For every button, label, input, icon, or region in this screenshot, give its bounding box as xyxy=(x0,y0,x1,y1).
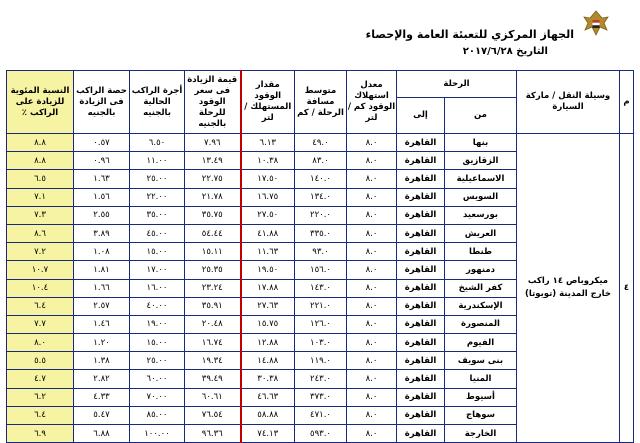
cell-to: القاهرة xyxy=(397,297,445,315)
cell-fuel: ١٢.٨٨ xyxy=(241,334,295,352)
cell-increase: ٢١.٧٨ xyxy=(185,188,241,206)
cell-fuel: ٢٧.٥٠ xyxy=(241,206,295,224)
cell-to: القاهرة xyxy=(397,261,445,279)
cell-fare: ١١.٠٠ xyxy=(130,152,185,170)
cell-increase: ٣٥.٧٥ xyxy=(185,206,241,224)
cell-distance: ٩٣.٠ xyxy=(295,243,347,261)
cell-distance: ٥٩٣.٠ xyxy=(295,425,347,443)
cell-fuel: ٥٨.٨٨ xyxy=(241,406,295,424)
cell-consumption: ٨.٠ xyxy=(347,334,397,352)
cell-consumption: ٨.٠ xyxy=(347,406,397,424)
cell-consumption: ٨.٠ xyxy=(347,134,397,152)
cell-from: أسيوط xyxy=(445,388,517,406)
cell-from: طنطا xyxy=(445,243,517,261)
cell-share: ١.٤٦ xyxy=(74,315,130,333)
cell-to: القاهرة xyxy=(397,388,445,406)
cell-fare: ١٩.٠٠ xyxy=(130,315,185,333)
cell-percent: ١٠.٤ xyxy=(7,279,74,297)
cell-increase: ٢٢.٧٥ xyxy=(185,170,241,188)
cell-fuel: ٤١.٨٨ xyxy=(241,224,295,242)
cell-distance: ٤٧١.٠ xyxy=(295,406,347,424)
cell-fuel: ١٧.٨٨ xyxy=(241,279,295,297)
cell-fare: ٨٥.٠٠ xyxy=(130,406,185,424)
cell-fuel: ١٩.٥٠ xyxy=(241,261,295,279)
cell-consumption: ٨.٠ xyxy=(347,370,397,388)
group-vehicle: ميكروباص ١٤ راكب خارج المدينة (تويوتا) xyxy=(517,134,620,443)
cell-consumption: ٨.٠ xyxy=(347,188,397,206)
cell-distance: ٢٢١.٠ xyxy=(295,297,347,315)
cell-to: القاهرة xyxy=(397,279,445,297)
cell-fare: ١٥.٠٠ xyxy=(130,243,185,261)
cell-share: ٤.٣٣ xyxy=(74,388,130,406)
cell-distance: ٢٢٠.٠ xyxy=(295,206,347,224)
cell-share: ٦.٨٨ xyxy=(74,425,130,443)
cell-from: العريش xyxy=(445,224,517,242)
cell-to: القاهرة xyxy=(397,152,445,170)
cell-percent: ٧.١ xyxy=(7,188,74,206)
cell-percent: ٧.٢ xyxy=(7,243,74,261)
cell-distance: ١٤٠.٠ xyxy=(295,170,347,188)
col-to: إلى xyxy=(397,98,445,134)
cell-to: القاهرة xyxy=(397,170,445,188)
cell-distance: ١٢٦.٠ xyxy=(295,315,347,333)
cell-fuel: ٢٧.٦٣ xyxy=(241,297,295,315)
cell-to: القاهرة xyxy=(397,134,445,152)
cell-fare: ٢٥.٠٠ xyxy=(130,352,185,370)
cell-consumption: ٨.٠ xyxy=(347,243,397,261)
cell-consumption: ٨.٠ xyxy=(347,388,397,406)
cell-increase: ٦٠.٦١ xyxy=(185,388,241,406)
cell-share: ٢.٥٧ xyxy=(74,297,130,315)
col-from: من xyxy=(445,98,517,134)
cell-from: الإسكندرية xyxy=(445,297,517,315)
cell-distance: ٣٧٣.٠ xyxy=(295,388,347,406)
cell-consumption: ٨.٠ xyxy=(347,206,397,224)
cell-increase: ٣٩.٤٩ xyxy=(185,370,241,388)
cell-increase: ٥٤.٤٤ xyxy=(185,224,241,242)
cell-fare: ١٥.٠٠ xyxy=(130,334,185,352)
cell-fuel: ٤٦.٦٣ xyxy=(241,388,295,406)
cell-from: المنصورة xyxy=(445,315,517,333)
cell-to: القاهرة xyxy=(397,406,445,424)
col-share: حصة الراكب فى الزيادة بالجنيه xyxy=(74,71,130,134)
cell-fuel: ١٥.٧٥ xyxy=(241,315,295,333)
cell-consumption: ٨.٠ xyxy=(347,425,397,443)
date-value: ٢٠١٧/٦/٢٨ xyxy=(462,46,513,57)
cell-percent: ٦.٥ xyxy=(7,170,74,188)
cell-fare: ٤٠.٠٠ xyxy=(130,297,185,315)
cell-increase: ٢٣.٢٤ xyxy=(185,279,241,297)
cell-from: السويس xyxy=(445,188,517,206)
cell-percent: ٦.٩ xyxy=(7,425,74,443)
cell-increase: ١٩.٣٤ xyxy=(185,352,241,370)
cell-consumption: ٨.٠ xyxy=(347,224,397,242)
cell-consumption: ٨.٠ xyxy=(347,279,397,297)
report-header xyxy=(312,6,612,68)
cell-to: القاهرة xyxy=(397,334,445,352)
cell-fuel: ٣٠.٣٨ xyxy=(241,370,295,388)
organization-name: الجهاز المركزي للتعبئة العامة والإحصاء xyxy=(365,28,574,41)
fare-increase-table xyxy=(6,70,634,443)
cell-from: الفيوم xyxy=(445,334,517,352)
cell-from: بنى سويف xyxy=(445,352,517,370)
group-serial: ٤ xyxy=(620,134,634,443)
cell-increase: ٢٠.٤٨ xyxy=(185,315,241,333)
cell-share: ١.٥٦ xyxy=(74,188,130,206)
cell-distance: ١٣٤.٠ xyxy=(295,188,347,206)
cell-increase: ١٥.١١ xyxy=(185,243,241,261)
eagle-emblem-icon xyxy=(580,8,612,38)
cell-distance: ١٤٣.٠ xyxy=(295,279,347,297)
cell-percent: ٦.٢ xyxy=(7,388,74,406)
cell-fare: ٦.٥٠ xyxy=(130,134,185,152)
cell-from: سوهاج xyxy=(445,406,517,424)
col-fare: أجرة الراكب الحالية بالجنيه xyxy=(130,71,185,134)
cell-share: ١.٠٨ xyxy=(74,243,130,261)
cell-distance: ١٠٣.٠ xyxy=(295,334,347,352)
cell-to: القاهرة xyxy=(397,352,445,370)
cell-percent: ٧.٣ xyxy=(7,206,74,224)
cell-increase: ٢٥.٣٥ xyxy=(185,261,241,279)
cell-to: القاهرة xyxy=(397,243,445,261)
cell-percent: ٨.٦ xyxy=(7,224,74,242)
cell-share: ٠.٩٦ xyxy=(74,152,130,170)
cell-increase: ٩٦.٣٦ xyxy=(185,425,241,443)
header-row-top xyxy=(7,71,634,98)
cell-fuel: ١٦.٧٥ xyxy=(241,188,295,206)
cell-from: المنيا xyxy=(445,370,517,388)
cell-percent: ١٠.٧ xyxy=(7,261,74,279)
cell-share: ٠.٥٧ xyxy=(74,134,130,152)
cell-distance: ١٥٦.٠ xyxy=(295,261,347,279)
cell-percent: ٨.٠ xyxy=(7,334,74,352)
col-increase-value: قيمة الزيادة فى سعر الوقود للرحلة بالجنيه xyxy=(185,71,241,134)
col-distance: متوسط مسافة الرحلة / كم xyxy=(295,71,347,134)
cell-percent: ٦.٤ xyxy=(7,297,74,315)
cell-fare: ٤٥.٠٠ xyxy=(130,224,185,242)
cell-consumption: ٨.٠ xyxy=(347,297,397,315)
cell-consumption: ٨.٠ xyxy=(347,170,397,188)
cell-fuel: ١١.٦٣ xyxy=(241,243,295,261)
cell-increase: ٣٥.٩١ xyxy=(185,297,241,315)
cell-to: القاهرة xyxy=(397,315,445,333)
cell-distance: ٤٩.٠ xyxy=(295,134,347,152)
cell-distance: ١١٩.٠ xyxy=(295,352,347,370)
cell-distance: ٢٤٣.٠ xyxy=(295,370,347,388)
cell-share: ١.٣٨ xyxy=(74,352,130,370)
cell-increase: ٧٦.٥٤ xyxy=(185,406,241,424)
cell-increase: ٧.٩٦ xyxy=(185,134,241,152)
cell-percent: ٧.٧ xyxy=(7,315,74,333)
cell-from: دمنهور xyxy=(445,261,517,279)
cell-fare: ٢٢.٠٠ xyxy=(130,188,185,206)
cell-fare: ١٠٠.٠٠ xyxy=(130,425,185,443)
cell-share: ٢.٨٢ xyxy=(74,370,130,388)
cell-consumption: ٨.٠ xyxy=(347,315,397,333)
cell-percent: ٤.٧ xyxy=(7,370,74,388)
cell-fuel: ١٠.٣٨ xyxy=(241,152,295,170)
table-row xyxy=(7,134,634,152)
col-percent: النسبة المئوية للزيادة على الراكب ٪ xyxy=(7,71,74,134)
cell-consumption: ٨.٠ xyxy=(347,352,397,370)
cell-to: القاهرة xyxy=(397,206,445,224)
cell-distance: ٨٣.٠ xyxy=(295,152,347,170)
cell-to: القاهرة xyxy=(397,188,445,206)
col-fuel-amount: مقدار الوقود المستهلك / لتر xyxy=(241,71,295,134)
col-trip: الرحلة xyxy=(397,71,517,98)
table-body xyxy=(7,134,634,443)
cell-fare: ٢٥.٠٠ xyxy=(130,170,185,188)
cell-from: بورسعيد xyxy=(445,206,517,224)
cell-increase: ١٣.٤٩ xyxy=(185,152,241,170)
cell-to: القاهرة xyxy=(397,425,445,443)
cell-share: ١.٦٣ xyxy=(74,170,130,188)
cell-percent: ٨.٨ xyxy=(7,152,74,170)
report-date xyxy=(463,46,548,57)
cell-share: ١.٦٦ xyxy=(74,279,130,297)
cell-fare: ٣٥.٠٠ xyxy=(130,206,185,224)
cell-percent: ٥.٥ xyxy=(7,352,74,370)
cell-from: الاسماعيلية xyxy=(445,170,517,188)
col-serial: م xyxy=(620,71,634,134)
cell-percent: ٦.٤ xyxy=(7,406,74,424)
cell-share: ٣.٨٩ xyxy=(74,224,130,242)
cell-from: الخارجة xyxy=(445,425,517,443)
cell-from: الزقازيق xyxy=(445,152,517,170)
cell-fuel: ١٤.٨٨ xyxy=(241,352,295,370)
cell-distance: ٣٣٥.٠ xyxy=(295,224,347,242)
cell-increase: ١٦.٧٤ xyxy=(185,334,241,352)
date-label: التاريخ xyxy=(516,46,548,57)
col-vehicle: وسيلة النقل / ماركة السيارة xyxy=(517,71,620,134)
cell-to: القاهرة xyxy=(397,370,445,388)
cell-fare: ٧٠.٠٠ xyxy=(130,388,185,406)
cell-fare: ٦٠.٠٠ xyxy=(130,370,185,388)
cell-share: ١.٢٠ xyxy=(74,334,130,352)
cell-consumption: ٨.٠ xyxy=(347,261,397,279)
cell-share: ١.٨١ xyxy=(74,261,130,279)
cell-fuel: ٦.١٣ xyxy=(241,134,295,152)
cell-fuel: ١٧.٥٠ xyxy=(241,170,295,188)
cell-fare: ١٧.٠٠ xyxy=(130,261,185,279)
cell-consumption: ٨.٠ xyxy=(347,152,397,170)
col-consumption: معدل استهلاك الوقود كم / لتر xyxy=(347,71,397,134)
cell-fuel: ٧٤.١٣ xyxy=(241,425,295,443)
cell-share: ٥.٤٧ xyxy=(74,406,130,424)
cell-from: بنها xyxy=(445,134,517,152)
cell-fare: ١٦.٠٠ xyxy=(130,279,185,297)
cell-share: ٢.٥٥ xyxy=(74,206,130,224)
cell-from: كفر الشيخ xyxy=(445,279,517,297)
cell-percent: ٨.٨ xyxy=(7,134,74,152)
cell-to: القاهرة xyxy=(397,224,445,242)
